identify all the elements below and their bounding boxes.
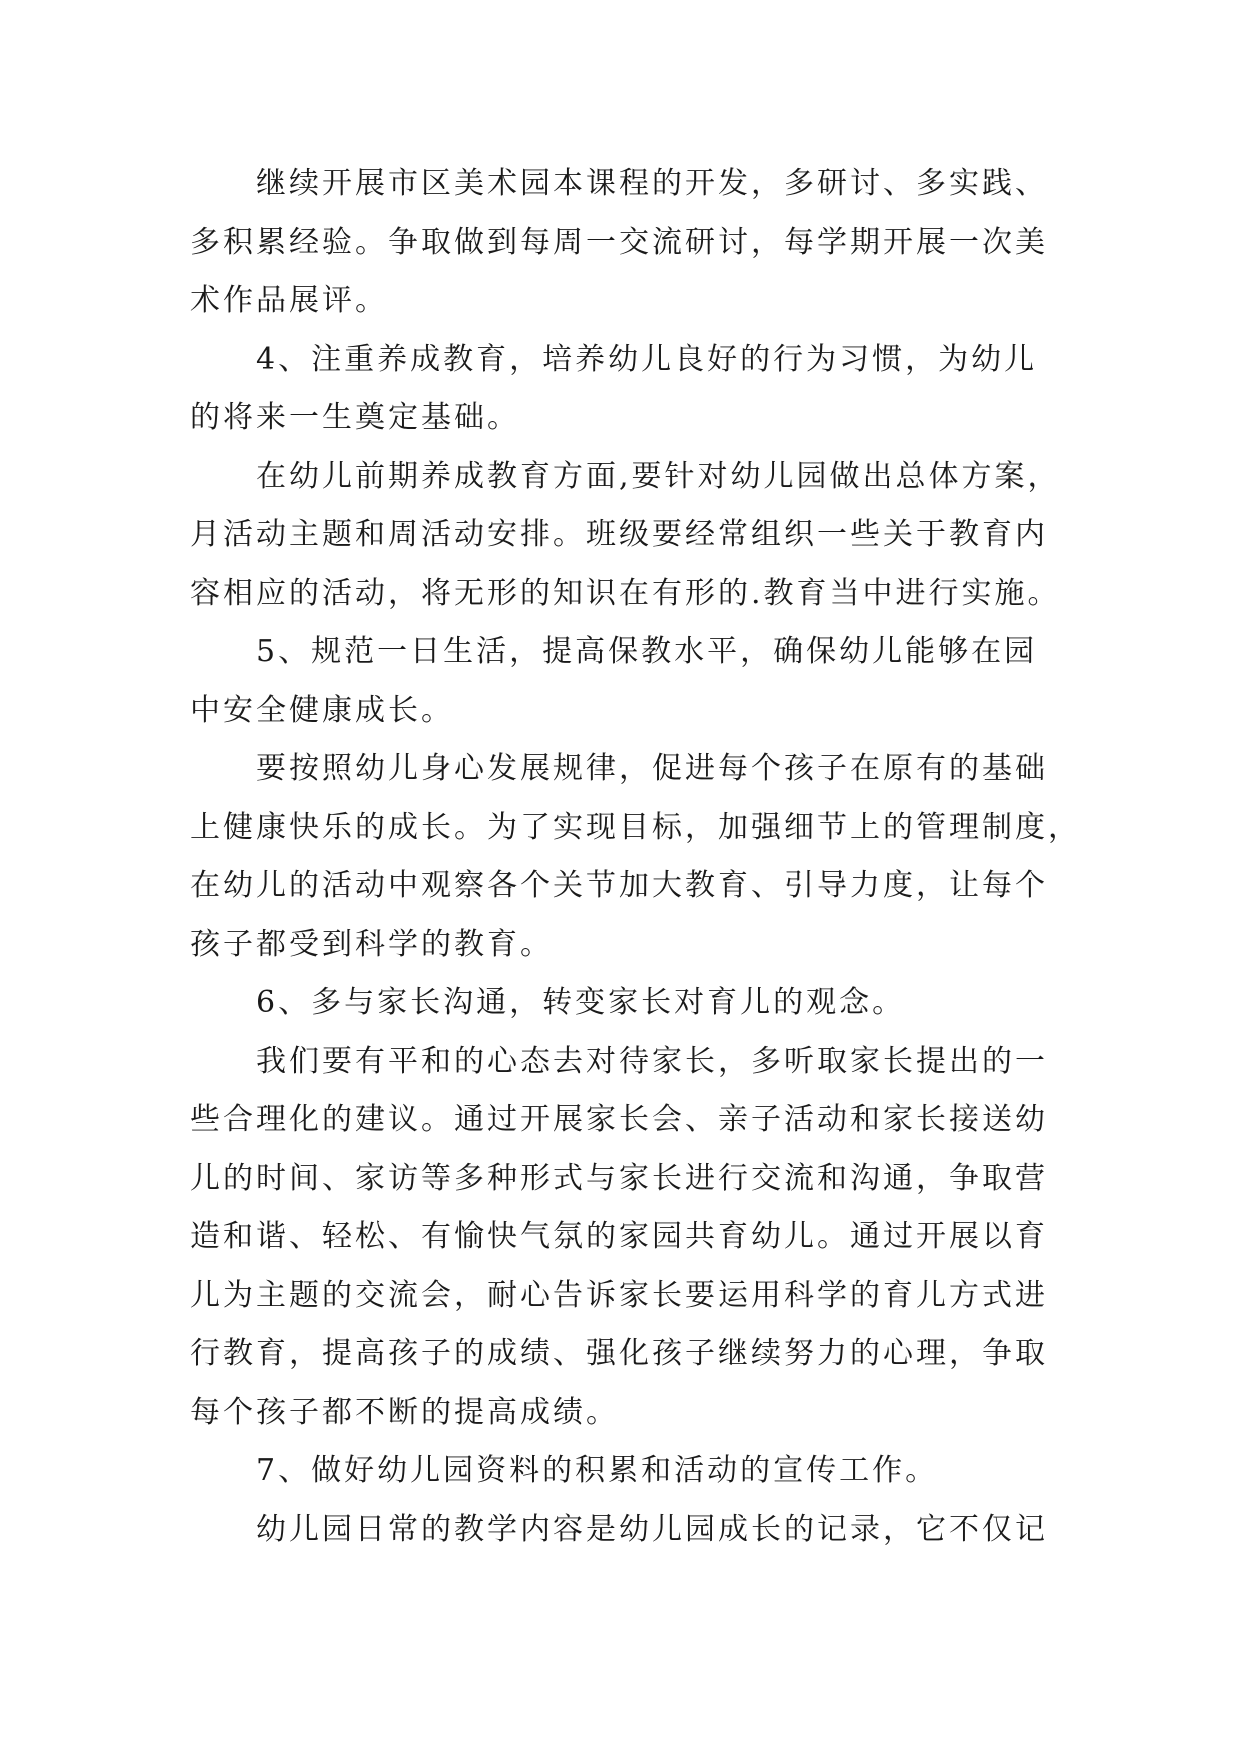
text-line: 在幼儿前期养成教育方面,要针对幼儿园做出总体方案， — [256, 458, 1061, 494]
text-line: 儿的时间、家访等多种形式与家长进行交流和沟通，争取营 — [190, 1160, 1048, 1196]
text-line: 4、注重养成教育，培养幼儿良好的行为习惯，为幼儿 — [256, 341, 1038, 377]
text-line: 我们要有平和的心态去对待家长，多听取家长提出的一 — [256, 1043, 1048, 1079]
text-line: 月活动主题和周活动安排。班级要经常组织一些关于教育内 — [190, 517, 1048, 552]
text-line: 的将来一生奠定基础。 — [190, 400, 520, 435]
text-line: 多积累经验。争取做到每周一交流研讨，每学期开展一次美 — [190, 224, 1048, 260]
text-line: 在幼儿的活动中观察各个关节加大教育、引导力度，让每个 — [190, 868, 1048, 903]
text-line: 孩子都受到科学的教育。 — [190, 926, 553, 962]
text-line: 每个孩子都不断的提高成绩。 — [190, 1394, 619, 1430]
text-line: 儿为主题的交流会，耐心告诉家长要运用科学的育儿方式进 — [190, 1277, 1048, 1313]
text-line: 5、规范一日生活，提高保教水平，确保幼儿能够在园 — [256, 634, 1038, 669]
text-line: 幼儿园日常的教学内容是幼儿园成长的记录，它不仅记 — [256, 1511, 1048, 1547]
text-line: 行教育，提高孩子的成绩、强化孩子继续努力的心理，争取 — [190, 1336, 1048, 1371]
text-line: 些合理化的建议。通过开展家长会、亲子活动和家长接送幼 — [190, 1102, 1048, 1137]
text-line: 容相应的活动，将无形的知识在有形的.教育当中进行实施。 — [190, 575, 1061, 611]
text-line: 继续开展市区美术园本课程的开发，多研讨、多实践、 — [256, 166, 1048, 201]
text-line: 7、做好幼儿园资料的积累和活动的宣传工作。 — [256, 1453, 939, 1488]
text-line: 6、多与家长沟通，转变家长对育儿的观念。 — [256, 985, 906, 1020]
text-line: 要按照幼儿身心发展规律，促进每个孩子在原有的基础 — [256, 751, 1048, 786]
text-line: 上健康快乐的成长。为了实现目标，加强细节上的管理制度， — [190, 809, 1081, 845]
text-line: 术作品展评。 — [190, 283, 388, 318]
document-page — [190, 155, 1081, 1559]
text-line: 造和谐、轻松、有愉快气氛的家园共育幼儿。通过开展以育 — [190, 1219, 1048, 1254]
text-line: 中安全健康成长。 — [190, 692, 454, 728]
